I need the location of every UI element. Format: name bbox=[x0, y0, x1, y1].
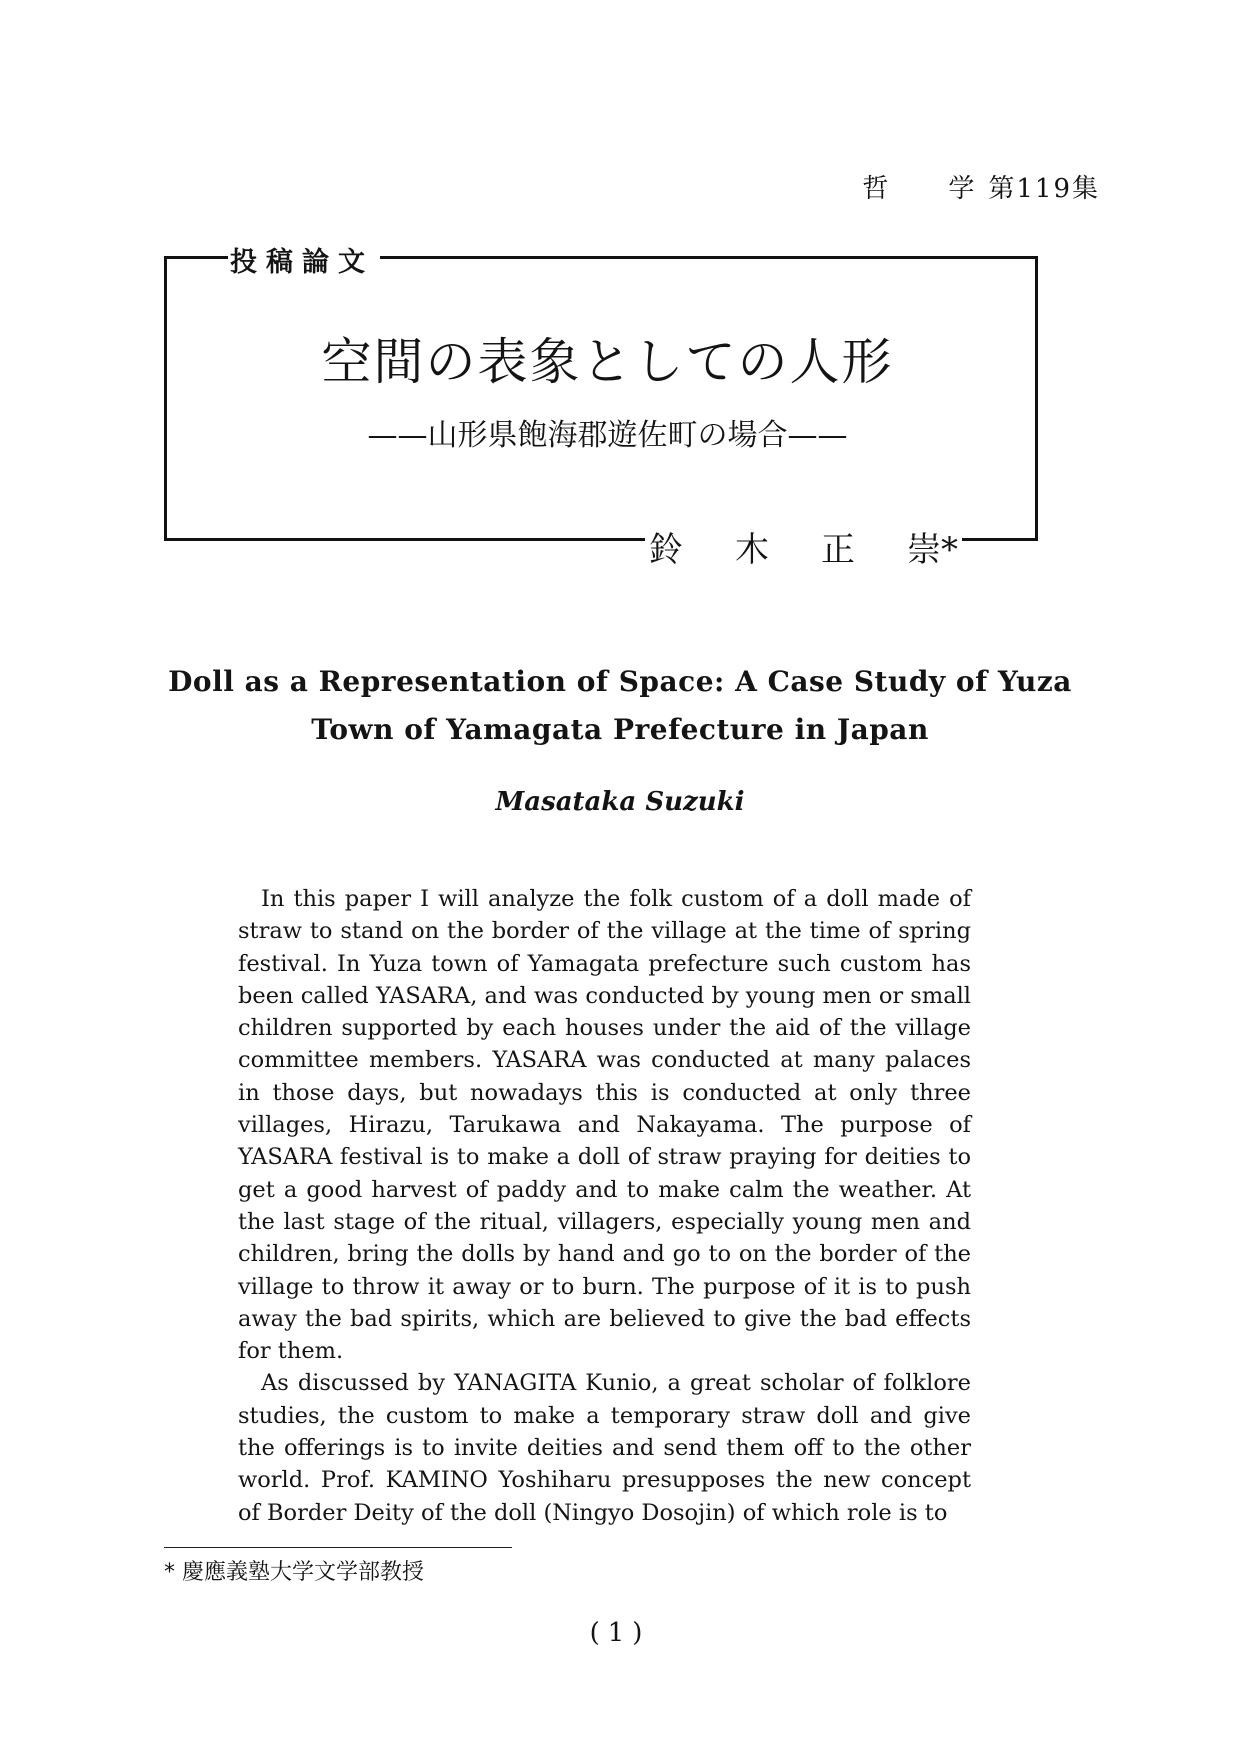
footnote: * 慶應義塾大学文学部教授 bbox=[164, 1560, 424, 1585]
footnote-divider bbox=[164, 1547, 512, 1548]
abstract bbox=[238, 883, 971, 1529]
journal-header bbox=[862, 168, 1100, 205]
author-char: 鈴 bbox=[649, 530, 683, 570]
english-title-line-1: Doll as a Representation of Space: A Case Study of Yuza bbox=[168, 665, 1072, 698]
author-char: 正 bbox=[821, 530, 855, 570]
english-title bbox=[120, 658, 1120, 754]
english-author: Masataka Suzuki bbox=[495, 787, 745, 817]
title-frame-left bbox=[164, 256, 167, 541]
title-frame-right bbox=[1035, 256, 1038, 541]
author-char: 崇* bbox=[907, 530, 958, 570]
journal-name-part1: 哲 bbox=[862, 174, 891, 204]
journal-name-part2: 学 bbox=[948, 174, 977, 204]
journal-issue: 第119集 bbox=[988, 174, 1100, 204]
english-title-line-2: Town of Yamagata Prefecture in Japan bbox=[311, 713, 929, 746]
section-label: 投稿論文 bbox=[228, 240, 380, 279]
page-number: (1) bbox=[589, 1618, 651, 1648]
japanese-title: 空間の表象としての人形 bbox=[321, 333, 894, 391]
japanese-subtitle: ——山形県飽海郡遊佐町の場合—— bbox=[367, 418, 848, 453]
author-char: 木 bbox=[735, 530, 769, 570]
abstract-paragraph-1: In this paper I will analyze the folk custom of a doll made of straw to stand on the border of the village at the time of spring festival. In Yuza town of Yamagata prefecture such custom has been called YASARA, and was conducted by young men or small children supported by each houses under the aid of the village committee members. YASARA was conducted at many palaces in those days, but nowadays this is conducted at only three villages, Hirazu, Tarukawa and Nakayama. The purpose of YASARA festival is to make a doll of straw praying for deities to get a good harvest of paddy and to make calm the weather. At the last stage of the ritual, villagers, especially young men and children, bring the dolls by hand and go to on the border of the village to throw it away or to burn. The purpose of it is to push away the bad spirits, which are believed to give the bad effects for them. bbox=[238, 886, 971, 1365]
abstract-paragraph-2: As discussed by YANAGITA Kunio, a great scholar of folklore studies, the custom to make a temporary straw doll and give the offerings is to invite deities and send them off to the other world. Prof. KAMINO Yoshiharu presupposes the new concept of Border Deity of the doll (Ningyo Dosojin) of which role is to bbox=[238, 1370, 971, 1526]
japanese-author bbox=[645, 522, 962, 571]
